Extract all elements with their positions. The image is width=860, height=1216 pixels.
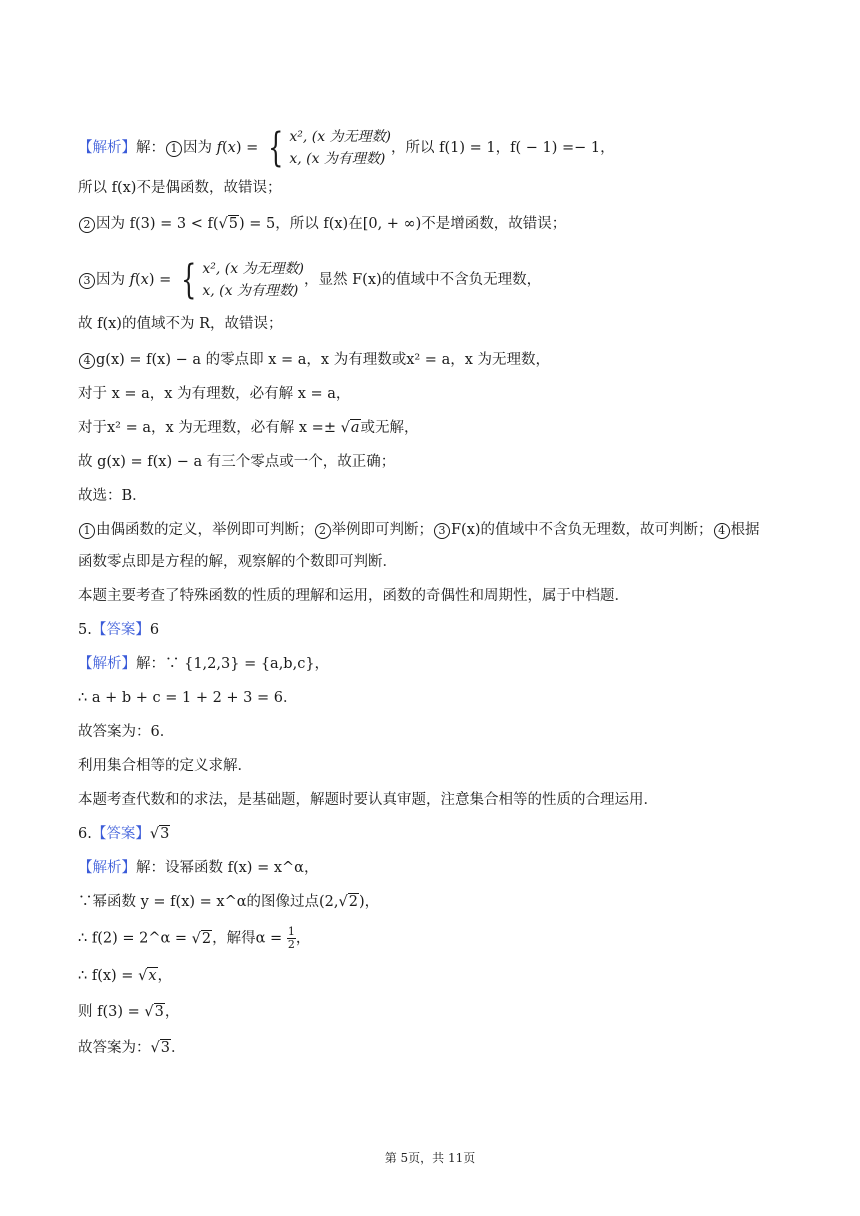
line-18: 利用集合相等的定义求解．	[78, 758, 252, 774]
line-19: 本题考查代数和的求法，是基础题，解题时要认真审题，注意集合相等的性质的合理运用．	[78, 792, 658, 808]
text: F(x)的值域中不含负无理数，故可判断；	[451, 522, 713, 538]
analysis-tag: 【解析】	[78, 656, 136, 672]
text: 解：设幂函数 f(x) = x^α，	[136, 860, 319, 876]
page-footer: 第 5页，共 11页	[384, 1151, 476, 1165]
line-6	[78, 350, 550, 370]
text: 对于x² = a，x 为无理数，必有解 x =±	[78, 420, 341, 436]
line-4: 3 因为 f(x) = { x², (x 为无理数) x, (x 为有理数) ，显然 F(x)的值域中不含负无理数，	[78, 258, 541, 302]
sqrt: √3	[150, 1040, 170, 1056]
sqrt: √x	[138, 968, 157, 984]
text: 解：	[136, 140, 165, 156]
fraction	[287, 926, 296, 951]
line-15	[78, 654, 329, 674]
text: ，	[295, 930, 311, 947]
text: ∴ f(2) = 2^α =	[78, 930, 192, 947]
numerator: 1	[287, 925, 295, 938]
denominator: 2	[287, 938, 295, 951]
text: ，所以 f(1) = 1，f( − 1) =− 1，	[391, 140, 615, 156]
line-21	[78, 858, 318, 878]
text: 或无解，	[360, 420, 419, 436]
case-1: x², (x 为无理数)	[202, 261, 305, 277]
text: 因为	[96, 272, 130, 288]
circled-number-3: 3	[79, 273, 95, 289]
sqrt: √a	[340, 420, 360, 436]
case-2: x, (x 为有理数)	[202, 283, 299, 299]
circled-number-2: 2	[315, 523, 331, 539]
line-11	[78, 520, 760, 540]
sqrt: √3	[149, 826, 170, 842]
line-12: 函数零点即是方程的解，观察解的个数即可判断．	[78, 554, 397, 570]
question-number: 6.	[78, 826, 92, 842]
text: g(x) = f(x) − a 的零点即 x = a，x 为有理数或x² = a，x 为无理数，	[96, 352, 550, 368]
radicand: 5	[228, 216, 238, 232]
sqrt: √3	[144, 1004, 164, 1020]
answer-tag: 【答案】	[91, 622, 150, 638]
line-25	[78, 1002, 179, 1022]
line-17: 故答案为：6．	[78, 724, 175, 740]
text: 因为 f(3) = 3 < f(	[96, 216, 219, 232]
formula: f	[216, 140, 222, 156]
circled-number-4: 4	[79, 353, 95, 369]
circled-number-2: 2	[79, 217, 95, 233]
line-10: 故选：B．	[78, 488, 147, 504]
radicand: 2	[201, 930, 212, 947]
case-1: x², (x 为无理数)	[289, 129, 392, 145]
line-5: 故 f(x)的值域不为 R，故错误；	[78, 316, 283, 332]
text: 根据	[730, 522, 760, 538]
text: ) = 5，所以 f(x)在[0, + ∞)不是增函数，故错误；	[238, 216, 567, 232]
line-7: 对于 x = a，x 为有理数，必有解 x = a，	[78, 386, 351, 402]
line-22	[78, 892, 379, 912]
analysis-tag: 【解析】	[78, 860, 136, 876]
radicand: a	[350, 420, 360, 436]
radicand: x	[148, 968, 157, 984]
text: 解：∵ {1,2,3} = {a,b,c}，	[136, 656, 330, 672]
text: 因为	[183, 140, 217, 156]
text: ．	[170, 1040, 186, 1056]
line-2: 所以 f(x)不是偶函数，故错误；	[78, 180, 282, 196]
analysis-tag: 【解析】	[78, 140, 136, 156]
line-13: 本题主要考查了特殊函数的性质的理解和运用，函数的奇偶性和周期性，属于中档题．	[78, 588, 629, 604]
text: ∴ f(x) =	[78, 968, 139, 984]
text: ，	[157, 968, 172, 984]
text: ，显然 F(x)的值域中不含负无理数，	[304, 272, 542, 288]
question-number: 5.	[78, 622, 92, 638]
answer-tag: 【答案】	[91, 826, 150, 842]
radicand: 3	[160, 1040, 170, 1056]
circled-number-1: 1	[79, 523, 95, 539]
circled-number-3: 3	[434, 523, 450, 539]
piecewise-function: { x², (x 为无理数) x, (x 为有理数)	[180, 257, 305, 303]
circled-number-1: 1	[166, 141, 182, 157]
sqrt: √2	[338, 894, 358, 910]
answer-6	[78, 824, 170, 844]
text: ，	[164, 1004, 180, 1020]
text: 举例即可判断；	[331, 522, 433, 538]
sqrt: √2	[191, 930, 212, 947]
line-1: 【解析】解： 1 因为 f(x) = { x², (x 为无理数) x, (x 为有理数) ，所以 f(1) = 1，f( − 1) =− 1，	[78, 125, 615, 171]
text: 由偶函数的定义，举例即可判断；	[96, 522, 314, 538]
case-2: x, (x 为有理数)	[289, 151, 386, 167]
line-24	[78, 966, 172, 986]
text: 则 f(3) =	[78, 1004, 145, 1020]
text: ∵幂函数 y = f(x) = x^α的图像过点(2,	[78, 894, 339, 910]
sqrt: √5	[218, 216, 238, 232]
text: ，解得α =	[212, 930, 287, 947]
line-26	[78, 1038, 185, 1058]
circled-number-4: 4	[714, 523, 730, 539]
text: 故答案为：	[78, 1040, 151, 1056]
line-3	[78, 214, 566, 234]
answer-5	[78, 620, 159, 640]
line-8	[78, 418, 419, 438]
line-16: ∴ a + b + c = 1 + 2 + 3 = 6．	[78, 690, 298, 706]
line-9: 故 g(x) = f(x) − a 有三个零点或一个，故正确；	[78, 454, 396, 470]
answer-value: 6	[149, 622, 160, 638]
line-23	[78, 926, 310, 951]
text: )，	[359, 894, 380, 910]
radicand: 3	[154, 1004, 164, 1020]
piecewise-function: { x², (x 为无理数) x, (x 为有理数)	[267, 125, 392, 171]
radicand: 3	[160, 826, 170, 842]
radicand: 2	[348, 894, 358, 910]
